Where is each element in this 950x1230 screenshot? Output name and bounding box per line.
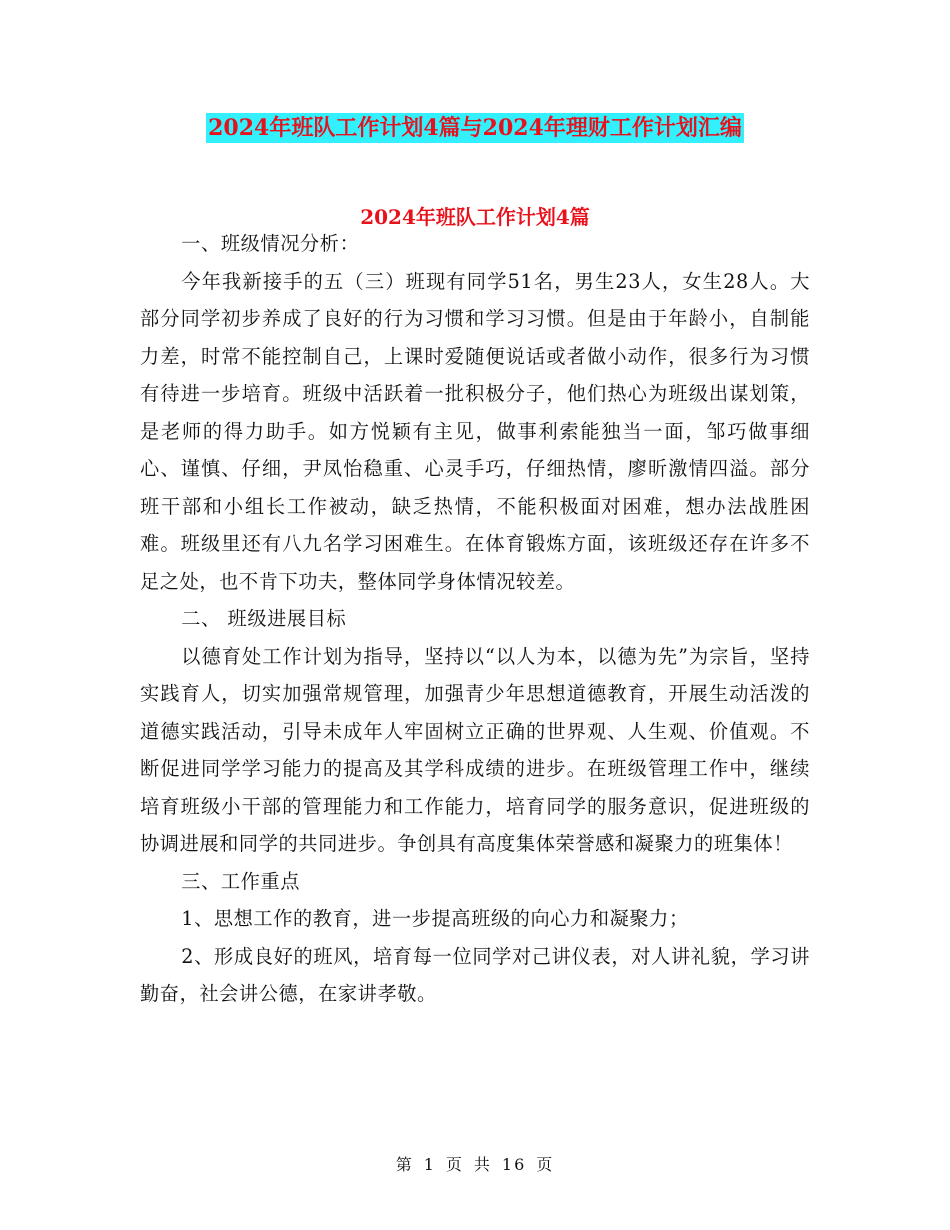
heading-class-analysis: 一、班级情况分析： [181,232,360,255]
footer-page-number: 1 [423,1155,436,1174]
footer-total-label: 共 [473,1155,492,1174]
paragraph-class-goals: 以德育处工作计划为指导，坚持以“以人为本，以德为先”为宗旨，坚持实践育人，切实加强常规管理，加强青少年思想道德教育，开展生动活泼的道德实践活动，引导未成年人牢固树立正确的世界观、人生观、价值观。不断促进同学学习能力的提高及其学科成绩的进步。在班级管理工作中，继续培育班级小干部的管理能力和工作能力，培育同学的服务意识，促进班级的协调进展和同学的共同进步。争创具有高度集体荣誉感和凝聚力的班集体！ [140,644,810,855]
list-item-focus-1: 1、思想工作的教育，进一步提高班级的向心力和凝聚力； [181,907,689,930]
footer-page-unit: 页 [445,1155,464,1174]
heading-work-focus: 三、工作重点 [181,869,300,893]
document-body [140,222,810,1013]
document-title [0,112,950,144]
paragraph-class-analysis: 今年我新接手的五（三）班现有同学51名，男生23人，女生28人。大部分同学初步养成了良好的行为习惯和学习习惯。但是由于年龄小，自制能力差，时常不能控制自己，上课时爱随便说话或者做小动作，很多行为习惯有待进一步培育。班级中活跃着一批积极分子，他们热心为班级出谋划策，是老师的得力助手。如方悦颖有主见，做事利索能独当一面，邹巧做事细心、谨慎、仔细，尹凤怡稳重、心灵手巧，仔细热情，廖昕激情四溢。部分班干部和小组长工作被动，缺乏热情，不能积极面对困难，想办法战胜困难。班级里还有八九名学习困难生。在体育锻炼方面，该班级还存在许多不足之处，也不肯下功夫，整体同学身体情况较差。 [140,269,810,593]
document-title-text: 2024年班队工作计划4篇与2024年理财工作计划汇编 [208,115,742,141]
section-title: 2024年班队工作计划4篇 [360,205,590,229]
list-item-focus-2: 2、形成良好的班风，培育每一位同学对己讲仪表，对人讲礼貌，学习讲勤奋，社会讲公德，在家讲孝敬。 [140,944,810,1005]
page-footer [0,1152,950,1175]
footer-total-pages: 16 [501,1155,527,1174]
heading-class-goals: 二、 班级进展目标 [181,607,347,630]
footer-page-label: 第 [395,1155,414,1174]
footer-total-unit: 页 [536,1155,555,1174]
